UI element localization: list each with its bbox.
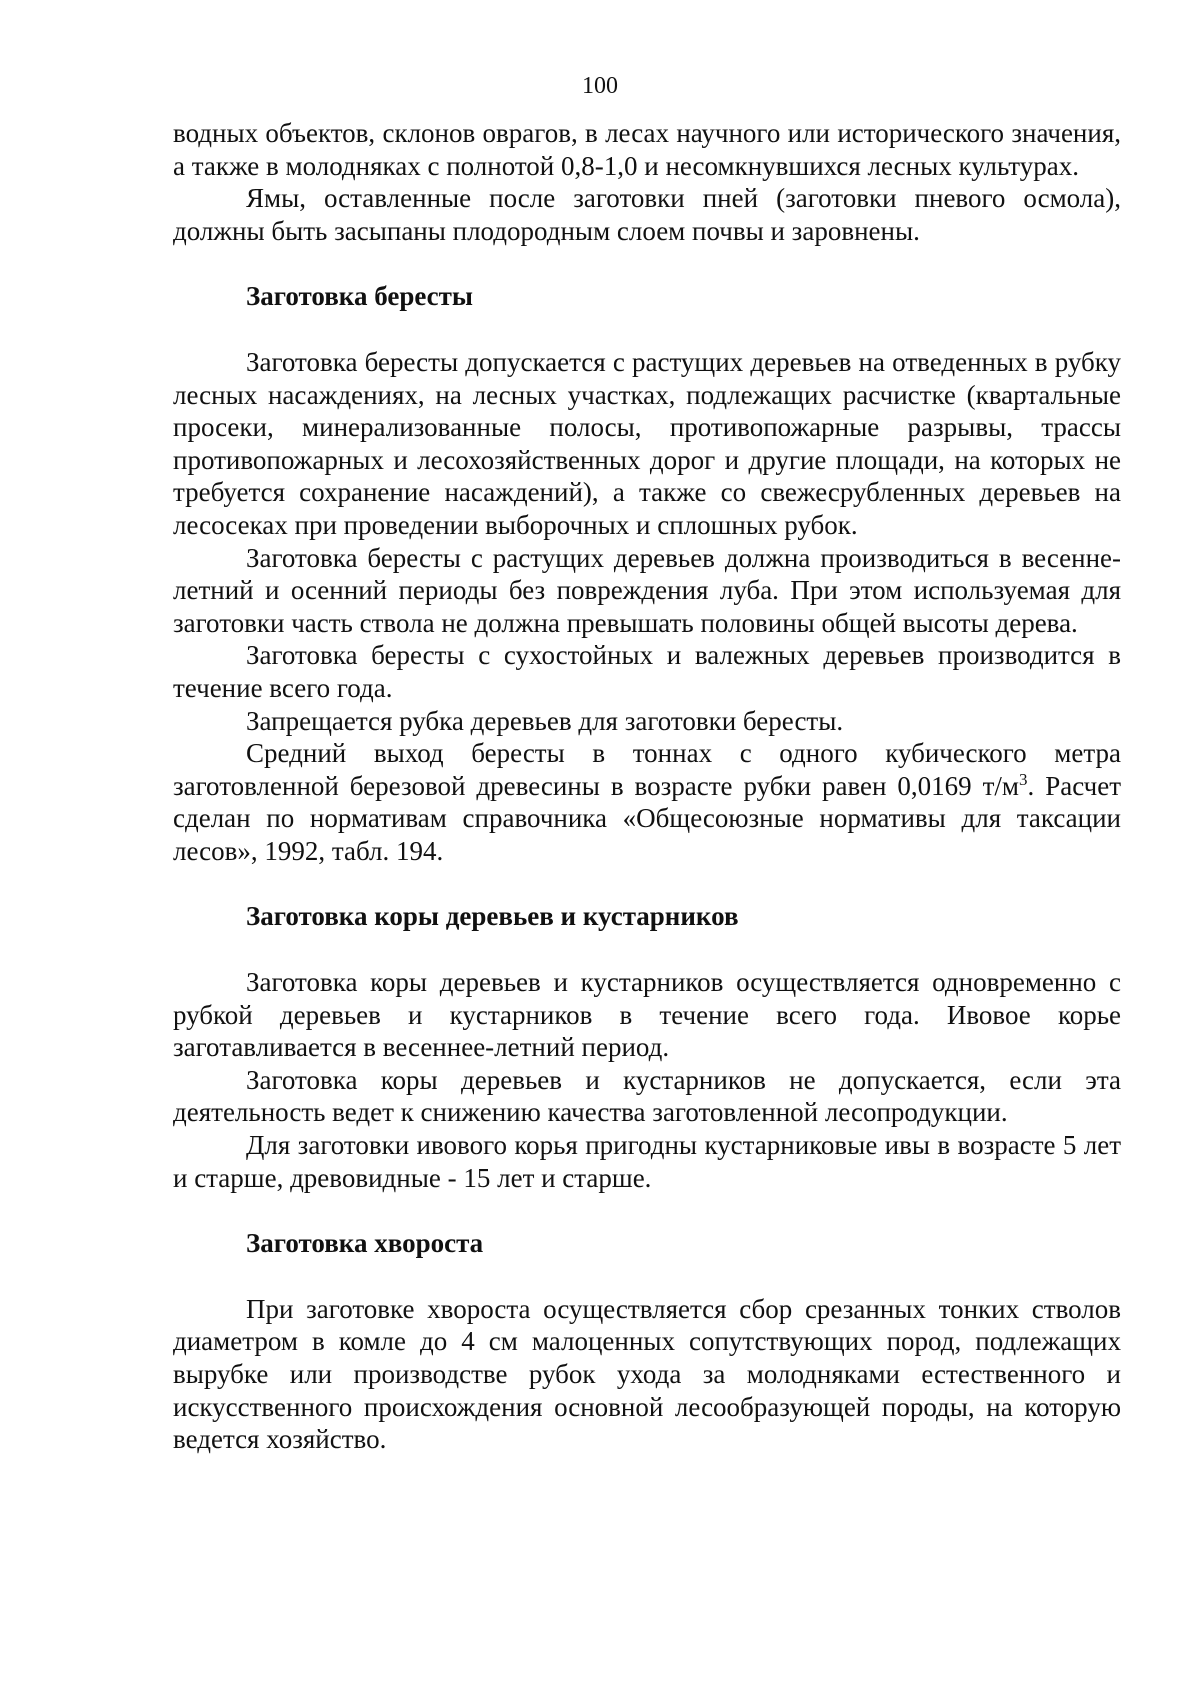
- birch-bark-paragraph-2: Заготовка бересты с растущих деревьев должна производиться в весенне-летний и осенний периоды без повреждения луба. При этом используемая для заготовки часть ствола не должна превышать половины общей высоты дерева.: [173, 542, 1121, 638]
- tree-bark-paragraph-1: Заготовка коры деревьев и кустарников осуществляется одновременно с рубкой деревьев и кустарников в течение всего года. Ивовое корье заготавливается в весеннее-летний период.: [173, 967, 1121, 1063]
- intro-paragraph-2: Ямы, оставленные после заготовки пней (заготовки пневого осмола), должны быть засыпаны плодородным слоем почвы и заровнены.: [173, 183, 1121, 246]
- birch-bark-paragraph-5-end: . Расчет сделан по нормативам справочника «Общесоюзные нормативы для таксации лесов», 1992, табл. 194.: [173, 770, 1121, 866]
- heading-tree-bark: Заготовка коры деревьев и кустарников: [246, 901, 739, 932]
- intro-paragraph-1: водных объектов, склонов оврагов, в лесах научного или исторического значения, а также в молодняках с полнотой 0,8-1,0 и несомкнувшихся лесных культурах.: [173, 118, 1121, 181]
- cubic-superscript: 3: [1019, 769, 1028, 789]
- heading-birch-bark: Заготовка бересты: [246, 281, 473, 312]
- birch-bark-paragraph-5-start: Средний выход бересты в тоннах с одного кубического метра заготовленной березовой древесины в возрасте рубки равен 0,0169 т/м: [173, 738, 1121, 801]
- birch-bark-paragraph-4: Запрещается рубка деревьев для заготовки бересты.: [246, 705, 844, 736]
- brushwood-paragraph-1: При заготовке хвороста осуществляется сбор срезанных тонких стволов диаметром в комле до 4 см малоценных сопутствующих пород, подлежащих вырубке или производстве рубок ухода за молодняками естественного и искусственного происхождения основной лесообразующей породы, на которую ведется хозяйство.: [173, 1293, 1121, 1455]
- tree-bark-paragraph-2: Заготовка коры деревьев и кустарников не допускается, если эта деятельность ведет к снижению качества заготовленной лесопродукции.: [173, 1064, 1121, 1128]
- heading-brushwood: Заготовка хвороста: [246, 1228, 484, 1259]
- document-body: [173, 117, 1121, 1456]
- birch-bark-paragraph-1: Заготовка бересты допускается с растущих деревьев на отведенных в рубку лесных насаждениях, на лесных участках, подлежащих расчистке (квартальные просеки, минерализованные полосы, противопожарные разрывы, трассы противопожарных и лесохозяйственных дорог и другие площади, на которых не требуется сохранение насаждений), а также со свежесрубленных деревьев на лесосеках при проведении выборочных и сплошных рубок.: [173, 346, 1121, 540]
- birch-bark-paragraph-5: [173, 737, 1121, 867]
- tree-bark-paragraph-3: Для заготовки ивового корья пригодны кустарниковые ивы в возрасте 5 лет и старше, древовидные - 15 лет и старше.: [173, 1130, 1121, 1193]
- page-number: 100: [582, 73, 618, 99]
- birch-bark-paragraph-3: Заготовка бересты с сухостойных и валежных деревьев производится в течение всего года.: [173, 640, 1121, 703]
